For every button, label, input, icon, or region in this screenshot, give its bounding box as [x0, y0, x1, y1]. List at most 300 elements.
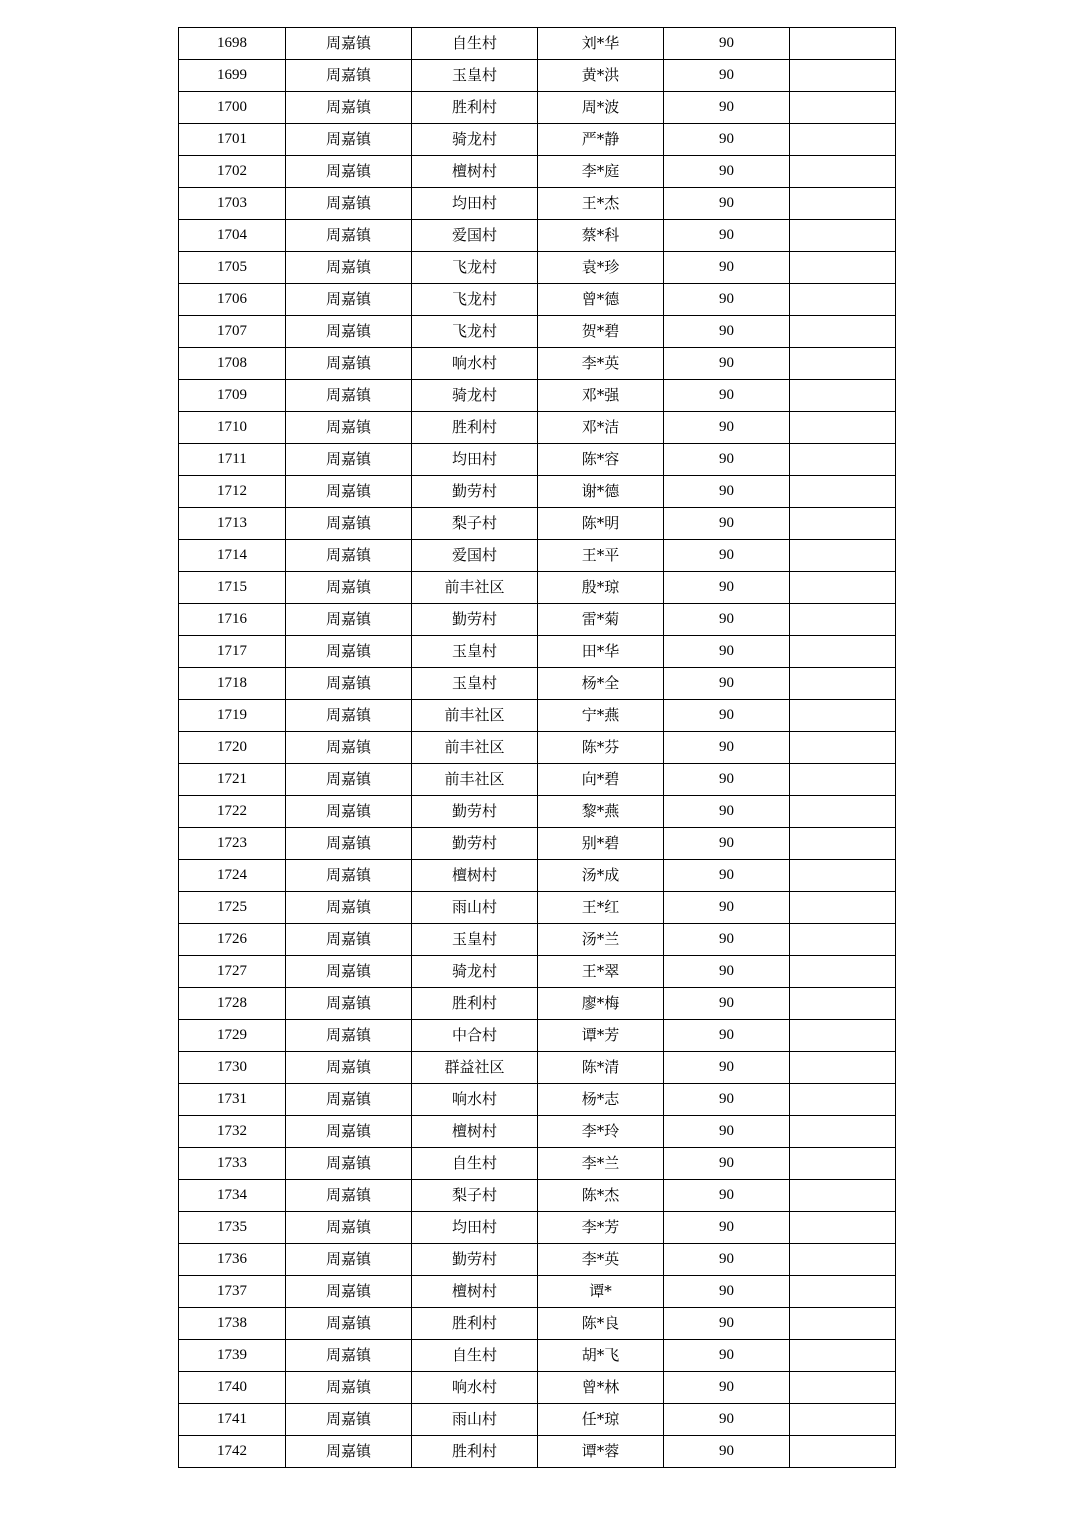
village-cell: 骑龙村 [412, 124, 538, 156]
remark-cell [790, 604, 896, 636]
serial-number-cell: 1738 [179, 1308, 286, 1340]
serial-number-cell: 1703 [179, 188, 286, 220]
name-cell: 谭* [538, 1276, 664, 1308]
remark-cell [790, 1436, 896, 1468]
remark-cell [790, 1372, 896, 1404]
name-cell: 汤*成 [538, 860, 664, 892]
table-body [179, 28, 896, 1468]
name-cell: 杨*全 [538, 668, 664, 700]
name-cell: 黄*洪 [538, 60, 664, 92]
name-cell: 殷*琼 [538, 572, 664, 604]
name-cell: 蔡*科 [538, 220, 664, 252]
serial-number-cell: 1715 [179, 572, 286, 604]
village-cell: 骑龙村 [412, 956, 538, 988]
table-row [179, 60, 896, 92]
town-cell: 周嘉镇 [286, 1180, 412, 1212]
serial-number-cell: 1724 [179, 860, 286, 892]
table-row [179, 252, 896, 284]
amount-cell: 90 [664, 1052, 790, 1084]
name-cell: 王*翠 [538, 956, 664, 988]
table-row [179, 1180, 896, 1212]
village-cell: 前丰社区 [412, 764, 538, 796]
amount-cell: 90 [664, 1276, 790, 1308]
village-cell: 飞龙村 [412, 252, 538, 284]
amount-cell: 90 [664, 1148, 790, 1180]
serial-number-cell: 1717 [179, 636, 286, 668]
remark-cell [790, 508, 896, 540]
village-cell: 响水村 [412, 1084, 538, 1116]
town-cell: 周嘉镇 [286, 124, 412, 156]
remark-cell [790, 412, 896, 444]
serial-number-cell: 1712 [179, 476, 286, 508]
serial-number-cell: 1698 [179, 28, 286, 60]
name-cell: 宁*燕 [538, 700, 664, 732]
serial-number-cell: 1708 [179, 348, 286, 380]
remark-cell [790, 1020, 896, 1052]
remark-cell [790, 188, 896, 220]
serial-number-cell: 1727 [179, 956, 286, 988]
village-cell: 飞龙村 [412, 284, 538, 316]
serial-number-cell: 1732 [179, 1116, 286, 1148]
name-cell: 杨*志 [538, 1084, 664, 1116]
remark-cell [790, 860, 896, 892]
town-cell: 周嘉镇 [286, 540, 412, 572]
village-cell: 雨山村 [412, 1404, 538, 1436]
serial-number-cell: 1716 [179, 604, 286, 636]
table-row [179, 220, 896, 252]
town-cell: 周嘉镇 [286, 860, 412, 892]
name-cell: 田*华 [538, 636, 664, 668]
name-cell: 贺*碧 [538, 316, 664, 348]
name-cell: 陈*清 [538, 1052, 664, 1084]
town-cell: 周嘉镇 [286, 412, 412, 444]
table-row [179, 476, 896, 508]
amount-cell: 90 [664, 700, 790, 732]
remark-cell [790, 732, 896, 764]
town-cell: 周嘉镇 [286, 1308, 412, 1340]
name-cell: 别*碧 [538, 828, 664, 860]
amount-cell: 90 [664, 1404, 790, 1436]
remark-cell [790, 828, 896, 860]
remark-cell [790, 572, 896, 604]
amount-cell: 90 [664, 732, 790, 764]
serial-number-cell: 1704 [179, 220, 286, 252]
name-cell: 雷*菊 [538, 604, 664, 636]
name-cell: 严*静 [538, 124, 664, 156]
table-row [179, 828, 896, 860]
amount-cell: 90 [664, 348, 790, 380]
town-cell: 周嘉镇 [286, 572, 412, 604]
remark-cell [790, 700, 896, 732]
amount-cell: 90 [664, 380, 790, 412]
table-row [179, 1116, 896, 1148]
town-cell: 周嘉镇 [286, 1084, 412, 1116]
village-cell: 玉皇村 [412, 668, 538, 700]
amount-cell: 90 [664, 668, 790, 700]
serial-number-cell: 1720 [179, 732, 286, 764]
table-row [179, 1084, 896, 1116]
village-cell: 飞龙村 [412, 316, 538, 348]
village-cell: 梨子村 [412, 1180, 538, 1212]
remark-cell [790, 1244, 896, 1276]
remark-cell [790, 444, 896, 476]
table-row [179, 700, 896, 732]
village-cell: 自生村 [412, 1340, 538, 1372]
remark-cell [790, 220, 896, 252]
name-cell: 李*庭 [538, 156, 664, 188]
name-cell: 李*英 [538, 348, 664, 380]
serial-number-cell: 1739 [179, 1340, 286, 1372]
amount-cell: 90 [664, 828, 790, 860]
table-row [179, 1436, 896, 1468]
village-cell: 胜利村 [412, 92, 538, 124]
village-cell: 响水村 [412, 348, 538, 380]
name-cell: 李*兰 [538, 1148, 664, 1180]
amount-cell: 90 [664, 124, 790, 156]
village-cell: 爱国村 [412, 220, 538, 252]
amount-cell: 90 [664, 1116, 790, 1148]
name-cell: 廖*梅 [538, 988, 664, 1020]
name-cell: 向*碧 [538, 764, 664, 796]
serial-number-cell: 1733 [179, 1148, 286, 1180]
serial-number-cell: 1725 [179, 892, 286, 924]
serial-number-cell: 1718 [179, 668, 286, 700]
village-cell: 自生村 [412, 1148, 538, 1180]
serial-number-cell: 1723 [179, 828, 286, 860]
amount-cell: 90 [664, 636, 790, 668]
village-cell: 胜利村 [412, 412, 538, 444]
amount-cell: 90 [664, 604, 790, 636]
village-cell: 檀树村 [412, 156, 538, 188]
remark-cell [790, 124, 896, 156]
name-cell: 陈*芬 [538, 732, 664, 764]
town-cell: 周嘉镇 [286, 924, 412, 956]
amount-cell: 90 [664, 60, 790, 92]
amount-cell: 90 [664, 252, 790, 284]
name-cell: 陈*明 [538, 508, 664, 540]
table-row [179, 892, 896, 924]
town-cell: 周嘉镇 [286, 1020, 412, 1052]
amount-cell: 90 [664, 924, 790, 956]
town-cell: 周嘉镇 [286, 156, 412, 188]
amount-cell: 90 [664, 412, 790, 444]
table-row [179, 444, 896, 476]
town-cell: 周嘉镇 [286, 828, 412, 860]
town-cell: 周嘉镇 [286, 284, 412, 316]
amount-cell: 90 [664, 860, 790, 892]
village-cell: 梨子村 [412, 508, 538, 540]
name-cell: 邓*强 [538, 380, 664, 412]
table-row [179, 924, 896, 956]
table-row [179, 604, 896, 636]
serial-number-cell: 1709 [179, 380, 286, 412]
serial-number-cell: 1737 [179, 1276, 286, 1308]
table-row [179, 1020, 896, 1052]
town-cell: 周嘉镇 [286, 316, 412, 348]
town-cell: 周嘉镇 [286, 60, 412, 92]
amount-cell: 90 [664, 540, 790, 572]
remark-cell [790, 668, 896, 700]
village-cell: 勤劳村 [412, 476, 538, 508]
remark-cell [790, 28, 896, 60]
town-cell: 周嘉镇 [286, 1116, 412, 1148]
table-row [179, 156, 896, 188]
name-cell: 曾*林 [538, 1372, 664, 1404]
serial-number-cell: 1726 [179, 924, 286, 956]
town-cell: 周嘉镇 [286, 956, 412, 988]
table-row [179, 92, 896, 124]
village-cell: 中合村 [412, 1020, 538, 1052]
town-cell: 周嘉镇 [286, 28, 412, 60]
village-cell: 前丰社区 [412, 732, 538, 764]
serial-number-cell: 1707 [179, 316, 286, 348]
serial-number-cell: 1736 [179, 1244, 286, 1276]
serial-number-cell: 1740 [179, 1372, 286, 1404]
village-cell: 爱国村 [412, 540, 538, 572]
town-cell: 周嘉镇 [286, 92, 412, 124]
remark-cell [790, 892, 896, 924]
name-cell: 李*芳 [538, 1212, 664, 1244]
name-cell: 王*红 [538, 892, 664, 924]
town-cell: 周嘉镇 [286, 476, 412, 508]
name-cell: 胡*飞 [538, 1340, 664, 1372]
remark-cell [790, 1212, 896, 1244]
amount-cell: 90 [664, 156, 790, 188]
town-cell: 周嘉镇 [286, 1340, 412, 1372]
town-cell: 周嘉镇 [286, 988, 412, 1020]
remark-cell [790, 1404, 896, 1436]
town-cell: 周嘉镇 [286, 1148, 412, 1180]
remark-cell [790, 988, 896, 1020]
remark-cell [790, 956, 896, 988]
serial-number-cell: 1742 [179, 1436, 286, 1468]
village-cell: 均田村 [412, 444, 538, 476]
village-cell: 自生村 [412, 28, 538, 60]
amount-cell: 90 [664, 284, 790, 316]
town-cell: 周嘉镇 [286, 220, 412, 252]
town-cell: 周嘉镇 [286, 1212, 412, 1244]
remark-cell [790, 796, 896, 828]
name-cell: 谭*芳 [538, 1020, 664, 1052]
amount-cell: 90 [664, 220, 790, 252]
remark-cell [790, 924, 896, 956]
town-cell: 周嘉镇 [286, 188, 412, 220]
name-cell: 曾*德 [538, 284, 664, 316]
serial-number-cell: 1714 [179, 540, 286, 572]
village-cell: 胜利村 [412, 1308, 538, 1340]
village-cell: 玉皇村 [412, 636, 538, 668]
village-cell: 群益社区 [412, 1052, 538, 1084]
table-row [179, 124, 896, 156]
amount-cell: 90 [664, 188, 790, 220]
table-row [179, 988, 896, 1020]
name-cell: 谢*德 [538, 476, 664, 508]
village-cell: 均田村 [412, 1212, 538, 1244]
village-cell: 檀树村 [412, 1276, 538, 1308]
serial-number-cell: 1711 [179, 444, 286, 476]
remark-cell [790, 1148, 896, 1180]
village-cell: 前丰社区 [412, 572, 538, 604]
name-cell: 任*琼 [538, 1404, 664, 1436]
village-cell: 响水村 [412, 1372, 538, 1404]
amount-cell: 90 [664, 764, 790, 796]
name-cell: 李*玲 [538, 1116, 664, 1148]
amount-cell: 90 [664, 508, 790, 540]
remark-cell [790, 252, 896, 284]
table-row [179, 508, 896, 540]
remark-cell [790, 380, 896, 412]
serial-number-cell: 1730 [179, 1052, 286, 1084]
amount-cell: 90 [664, 572, 790, 604]
name-cell: 黎*燕 [538, 796, 664, 828]
table-row [179, 540, 896, 572]
name-cell: 陈*良 [538, 1308, 664, 1340]
town-cell: 周嘉镇 [286, 668, 412, 700]
village-cell: 勤劳村 [412, 796, 538, 828]
amount-cell: 90 [664, 476, 790, 508]
amount-cell: 90 [664, 28, 790, 60]
town-cell: 周嘉镇 [286, 764, 412, 796]
name-cell: 汤*兰 [538, 924, 664, 956]
serial-number-cell: 1728 [179, 988, 286, 1020]
remark-cell [790, 1084, 896, 1116]
town-cell: 周嘉镇 [286, 1404, 412, 1436]
town-cell: 周嘉镇 [286, 1436, 412, 1468]
village-cell: 玉皇村 [412, 924, 538, 956]
remark-cell [790, 1340, 896, 1372]
amount-cell: 90 [664, 1308, 790, 1340]
remark-cell [790, 1116, 896, 1148]
serial-number-cell: 1729 [179, 1020, 286, 1052]
name-cell: 周*波 [538, 92, 664, 124]
serial-number-cell: 1731 [179, 1084, 286, 1116]
subsidy-list-table [178, 27, 896, 1468]
name-cell: 刘*华 [538, 28, 664, 60]
village-cell: 勤劳村 [412, 828, 538, 860]
town-cell: 周嘉镇 [286, 700, 412, 732]
serial-number-cell: 1702 [179, 156, 286, 188]
remark-cell [790, 316, 896, 348]
serial-number-cell: 1735 [179, 1212, 286, 1244]
village-cell: 檀树村 [412, 860, 538, 892]
amount-cell: 90 [664, 1436, 790, 1468]
table-row [179, 1148, 896, 1180]
village-cell: 勤劳村 [412, 604, 538, 636]
table-row [179, 1404, 896, 1436]
table-row [179, 1244, 896, 1276]
name-cell: 王*平 [538, 540, 664, 572]
amount-cell: 90 [664, 1340, 790, 1372]
town-cell: 周嘉镇 [286, 732, 412, 764]
name-cell: 李*英 [538, 1244, 664, 1276]
serial-number-cell: 1713 [179, 508, 286, 540]
table-row [179, 1372, 896, 1404]
village-cell: 雨山村 [412, 892, 538, 924]
serial-number-cell: 1734 [179, 1180, 286, 1212]
name-cell: 邓*洁 [538, 412, 664, 444]
remark-cell [790, 1052, 896, 1084]
amount-cell: 90 [664, 956, 790, 988]
table-row [179, 412, 896, 444]
table-row [179, 1052, 896, 1084]
town-cell: 周嘉镇 [286, 1052, 412, 1084]
town-cell: 周嘉镇 [286, 380, 412, 412]
village-cell: 前丰社区 [412, 700, 538, 732]
village-cell: 骑龙村 [412, 380, 538, 412]
amount-cell: 90 [664, 1212, 790, 1244]
village-cell: 胜利村 [412, 988, 538, 1020]
serial-number-cell: 1701 [179, 124, 286, 156]
remark-cell [790, 60, 896, 92]
town-cell: 周嘉镇 [286, 1372, 412, 1404]
town-cell: 周嘉镇 [286, 508, 412, 540]
serial-number-cell: 1721 [179, 764, 286, 796]
name-cell: 陈*容 [538, 444, 664, 476]
name-cell: 袁*珍 [538, 252, 664, 284]
remark-cell [790, 540, 896, 572]
amount-cell: 90 [664, 988, 790, 1020]
amount-cell: 90 [664, 1084, 790, 1116]
table-row [179, 668, 896, 700]
table-row [179, 860, 896, 892]
table-row [179, 380, 896, 412]
town-cell: 周嘉镇 [286, 1244, 412, 1276]
village-cell: 均田村 [412, 188, 538, 220]
table-row [179, 28, 896, 60]
serial-number-cell: 1710 [179, 412, 286, 444]
serial-number-cell: 1706 [179, 284, 286, 316]
amount-cell: 90 [664, 796, 790, 828]
remark-cell [790, 1180, 896, 1212]
town-cell: 周嘉镇 [286, 444, 412, 476]
remark-cell [790, 92, 896, 124]
table-row [179, 796, 896, 828]
table-row [179, 956, 896, 988]
name-cell: 陈*杰 [538, 1180, 664, 1212]
table-row [179, 348, 896, 380]
remark-cell [790, 1276, 896, 1308]
name-cell: 王*杰 [538, 188, 664, 220]
remark-cell [790, 348, 896, 380]
remark-cell [790, 156, 896, 188]
remark-cell [790, 1308, 896, 1340]
town-cell: 周嘉镇 [286, 1276, 412, 1308]
amount-cell: 90 [664, 444, 790, 476]
serial-number-cell: 1719 [179, 700, 286, 732]
amount-cell: 90 [664, 92, 790, 124]
serial-number-cell: 1699 [179, 60, 286, 92]
table-row [179, 1212, 896, 1244]
town-cell: 周嘉镇 [286, 892, 412, 924]
serial-number-cell: 1700 [179, 92, 286, 124]
table-row [179, 284, 896, 316]
town-cell: 周嘉镇 [286, 252, 412, 284]
amount-cell: 90 [664, 1244, 790, 1276]
amount-cell: 90 [664, 316, 790, 348]
town-cell: 周嘉镇 [286, 636, 412, 668]
village-cell: 玉皇村 [412, 60, 538, 92]
serial-number-cell: 1722 [179, 796, 286, 828]
serial-number-cell: 1741 [179, 1404, 286, 1436]
remark-cell [790, 636, 896, 668]
subsidy-list-table-container [178, 27, 895, 1468]
remark-cell [790, 764, 896, 796]
table-row [179, 636, 896, 668]
town-cell: 周嘉镇 [286, 796, 412, 828]
table-row [179, 1340, 896, 1372]
village-cell: 勤劳村 [412, 1244, 538, 1276]
table-row [179, 1308, 896, 1340]
